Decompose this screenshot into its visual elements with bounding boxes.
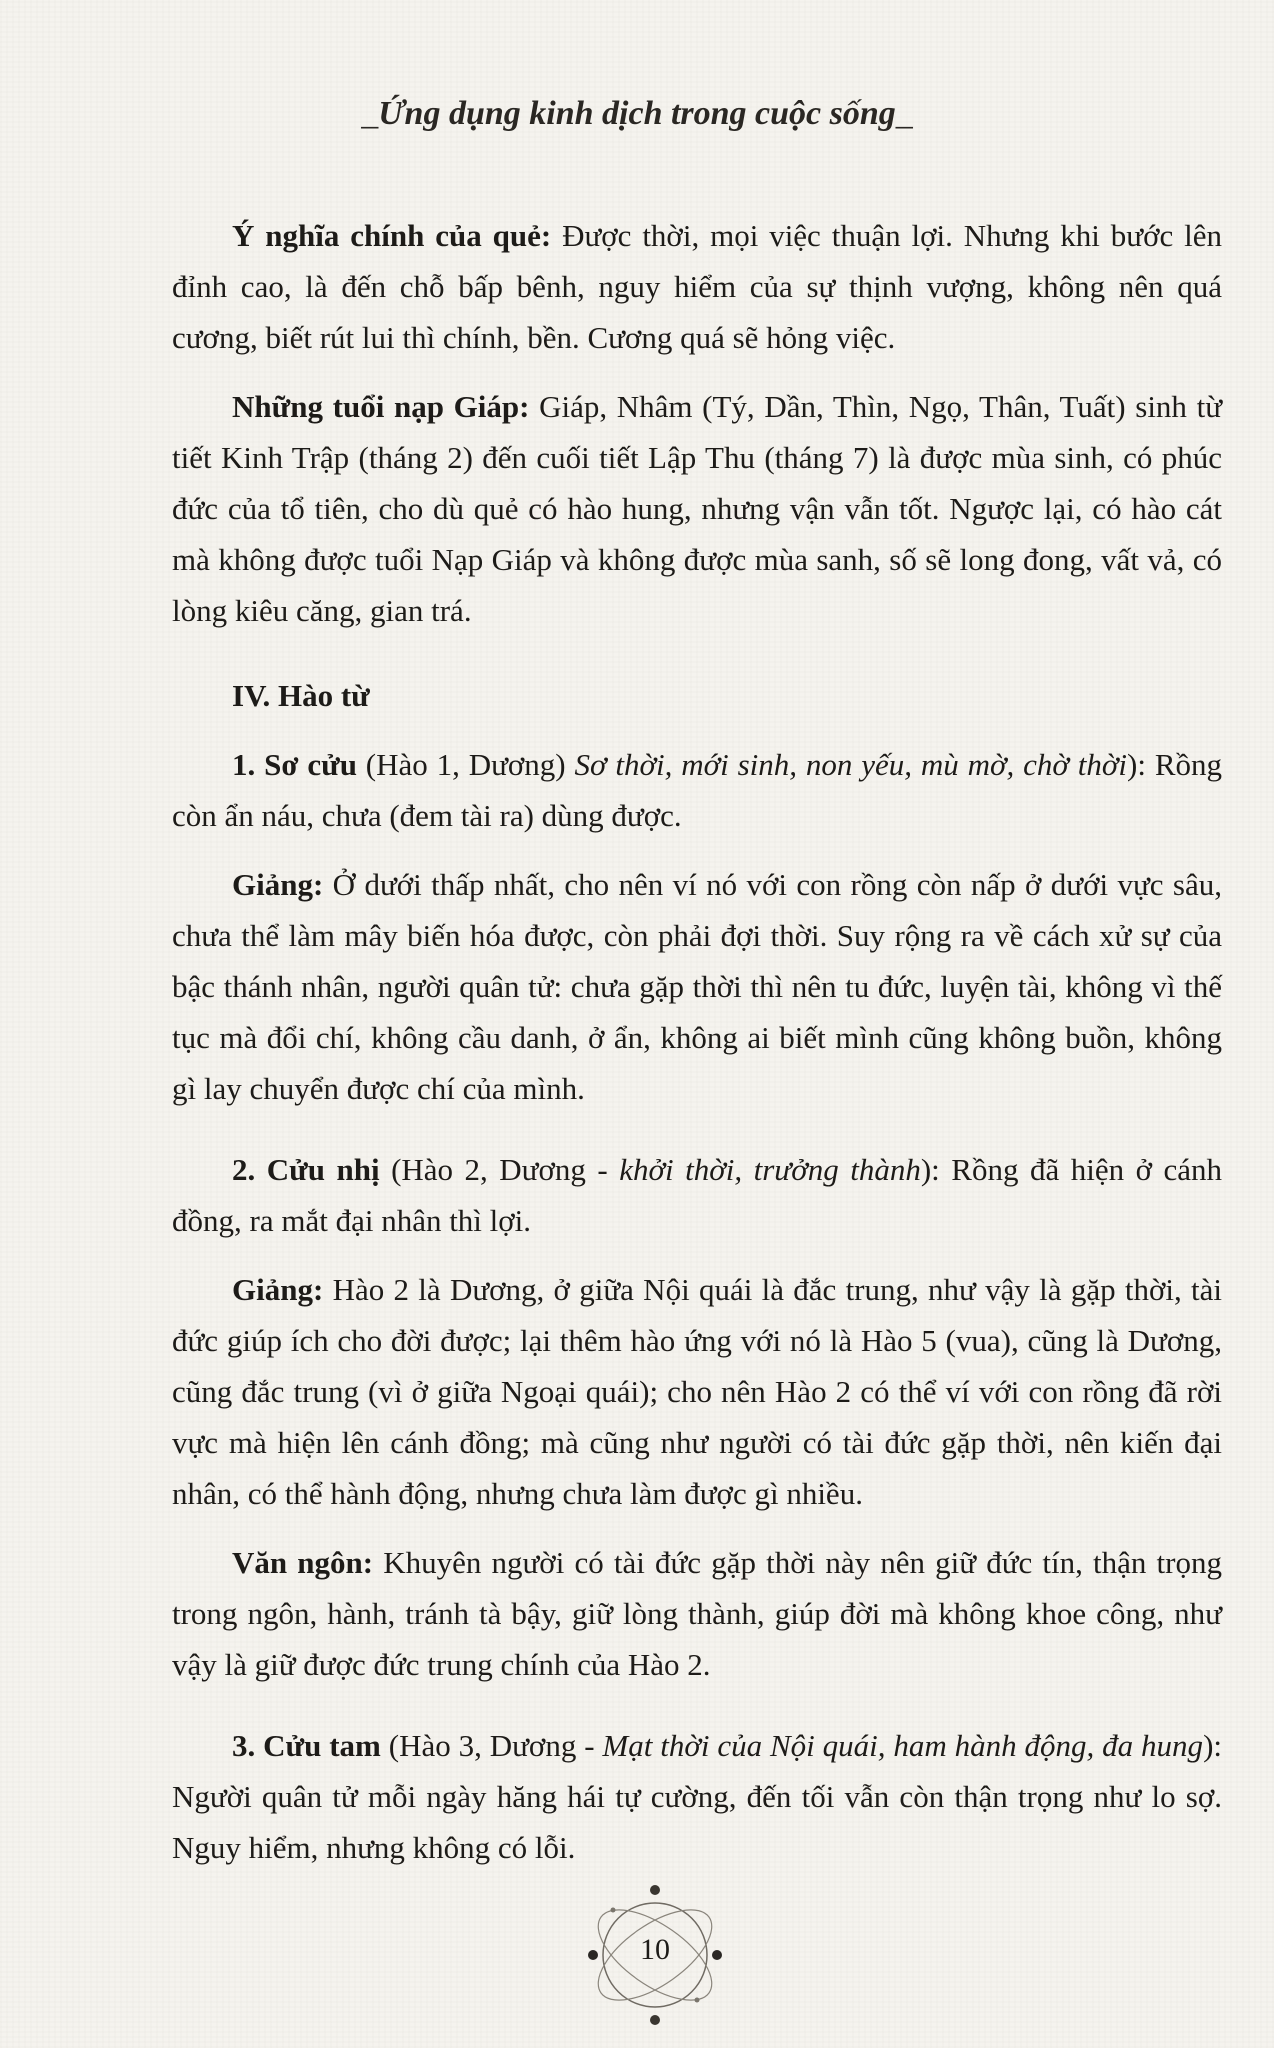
text-giang-1: Ở dưới thấp nhất, cho nên ví nó với con rồng còn nấp ở dưới vực sâu, chưa thể làm mây biến hóa được, còn phải đợi thời. Suy rộng ra về cách xử sự của bậc thánh nhân, người quân tử: chưa gặp thời thì nên tu đức, luyện tài, không vì thế tục mà đổi chí, không cầu danh, ở ẩn, không ai biết mình cũng không buồn, không gì lay chuyển được chí của mình. [172,867,1222,1106]
italic-hao-2: khởi thời, trưởng thành [619,1152,921,1187]
header-dash-right: _ [895,95,913,132]
label-hao-2: 2. Cửu nhị [232,1152,380,1187]
header-title: Ứng dụng kinh dịch trong cuộc sống [378,95,896,132]
paragraph-hao-2 [172,1144,1222,1246]
label-giang-2: Giảng: [232,1272,324,1307]
plain-hao-2: (Hào 2, Dương - [379,1152,620,1187]
text-van-ngon: Khuyên người có tài đức gặp thời này nên giữ đức tín, thận trọng trong ngôn, hành, tránh tà bậy, giữ lòng thành, giúp đời mà không khoe công, như vậy là giữ được đức trung chính của Hào 2. [172,1545,1222,1682]
paragraph-hao-1 [172,739,1222,841]
plain-hao-1: (Hào 1, Dương) [356,747,575,782]
text-giang-2: Hào 2 là Dương, ở giữa Nội quái là đắc trung, như vậy là gặp thời, tài đức giúp ích cho đời được; lại thêm hào ứng với nó là Hào 5 (vua), cũng là Dương, cũng đắc trung (vì ở giữa Ngoại quái); cho nên Hào 2 có thể ví với con rồng đã rời vực mà hiện lên cánh đồng; mà cũng như người có tài đức gặp thời, nên kiến đại nhân, có thể hành động, nhưng chưa làm được gì nhiều. [172,1272,1222,1511]
text-hao-3: ): Người quân tử mỗi ngày hăng hái tự cường, đến tối vẫn còn thận trọng như lo sợ. Nguy hiểm, nhưng không có lỗi. [172,1728,1222,1865]
text-hao-1: ): Rồng còn ẩn náu, chưa (đem tài ra) dùng được. [172,747,1222,833]
text-hao-2: ): Rồng đã hiện ở cánh đồng, ra mắt đại nhân thì lợi. [172,1152,1222,1238]
label-nap-giap: Những tuổi nạp Giáp: [232,389,530,424]
paragraph-nap-giap [172,381,1222,636]
paragraph-giang-2 [172,1264,1222,1519]
italic-hao-1: Sơ thời, mới sinh, non yếu, mù mờ, chờ thời [574,747,1128,782]
running-header [0,95,1274,133]
plain-hao-3: (Hào 3, Dương - [380,1728,603,1763]
text-meaning: Được thời, mọi việc thuận lợi. Nhưng khi bước lên đỉnh cao, là đến chỗ bấp bênh, nguy hiểm của sự thịnh vượng, không nên quá cương, biết rút lui thì chính, bền. Cương quá sẽ hỏng việc. [172,218,1223,355]
header-dash-left: _ [361,95,379,132]
label-hao-3: 3. Cửu tam [232,1728,381,1763]
label-giang-1: Giảng: [232,867,324,902]
paragraph-meaning [172,210,1222,363]
label-hao-1: 1. Sơ cửu [232,747,357,782]
page-content [172,210,1222,1873]
section-heading: IV. Hào từ [232,678,370,713]
label-van-ngon: Văn ngôn: [232,1545,374,1580]
label-meaning: Ý nghĩa chính của quẻ: [232,218,552,253]
text-nap-giap: Giáp, Nhâm (Tý, Dần, Thìn, Ngọ, Thân, Tuất) sinh từ tiết Kinh Trập (tháng 2) đến cuối tiết Lập Thu (tháng 7) là được mùa sinh, có phúc đức của tổ tiên, cho dù quẻ có hào hung, nhưng vận vẫn tốt. Ngược lại, có hào cát mà không được tuổi Nạp Giáp và không được mùa sanh, số sẽ long đong, vất vả, có lòng kiêu căng, gian trá. [172,389,1223,628]
paragraph-van-ngon [172,1537,1222,1690]
page-number: 10 [640,1933,670,1966]
italic-hao-3: Mạt thời của Nội quái, ham hành động, đa hung [602,1728,1204,1763]
paragraph-giang-1 [172,859,1222,1114]
page-number-ornament [585,1870,725,2040]
paragraph-hao-3 [172,1720,1222,1873]
